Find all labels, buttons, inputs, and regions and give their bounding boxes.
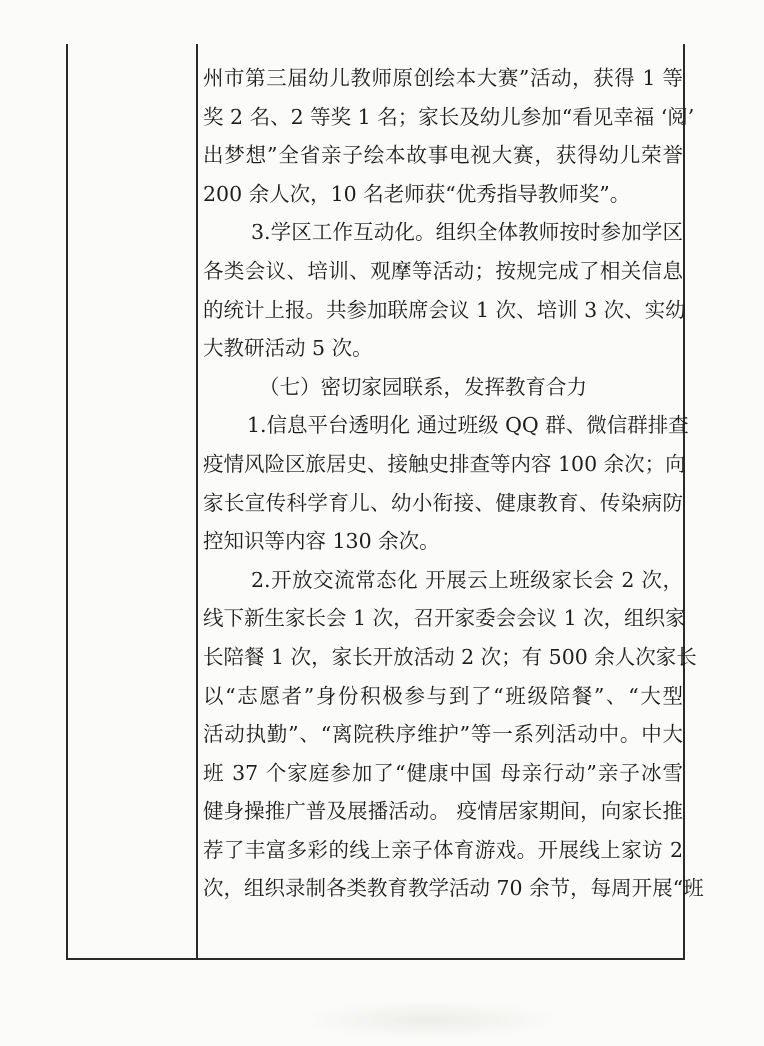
text-line: 以“志愿者”身份积极参与到了“班级陪餐”、“大型: [203, 683, 683, 708]
text-line: 2.开放交流常态化 开展云上班级家长会 2 次，: [251, 567, 683, 592]
text-line: 活动执勤”、“离院秩序维护”等一系列活动中。中大: [203, 722, 683, 747]
text-line: 疫情风险区旅居史、接触史排查等内容 100 余次；向: [203, 451, 686, 476]
section-heading: （七）密切家园联系，发挥教育合力: [259, 374, 587, 399]
text-line: 长陪餐 1 次，家长开放活动 2 次；有 500 余人次家长: [203, 644, 697, 669]
scan-smudge: [300, 1000, 560, 1040]
text-line: 大教研活动 5 次。: [203, 336, 373, 361]
text-line: 家长宣传科学育儿、幼小衔接、健康教育、传染病防: [203, 490, 683, 515]
table-cell-content: [203, 59, 704, 908]
text-line: 出梦想”全省亲子绘本故事电视大赛，获得幼儿荣誉: [203, 143, 683, 168]
text-line: 健身操推广普及展播活动。 疫情居家期间，向家长推: [203, 799, 683, 824]
text-line: 线下新生家长会 1 次，召开家委会会议 1 次，组织家: [203, 606, 686, 631]
text-line: 州市第三届幼儿教师原创绘本大赛”活动，获得 1 等: [203, 66, 683, 90]
text-line: 次，组织录制各类教育教学活动 70 余节，每周开展“班: [203, 876, 704, 901]
text-line: 的统计上报。共参加联席会议 1 次、培训 3 次、实幼: [203, 297, 686, 322]
text-line: 荐了丰富多彩的线上亲子体育游戏。开展线上家访 2: [203, 837, 683, 862]
text-line: 班 37 个家庭参加了“健康中国 母亲行动”亲子冰雪: [203, 760, 683, 785]
text-line: 控知识等内容 130 余次。: [203, 529, 440, 554]
text-line: 200 余人次，10 名老师获“优秀指导教师奖”。: [203, 181, 631, 206]
text-line: 各类会议、培训、观摩等活动；按规完成了相关信息: [203, 258, 683, 283]
text-line: 奖 2 名、2 等奖 1 名；家长及幼儿参加“看见幸福 ‘阅’: [203, 104, 695, 129]
column-divider: [196, 44, 198, 960]
text-line: 1.信息平台透明化 通过班级 QQ 群、微信群排查: [247, 413, 689, 438]
text-line: 3.学区工作互动化。组织全体教师按时参加学区: [251, 220, 683, 245]
